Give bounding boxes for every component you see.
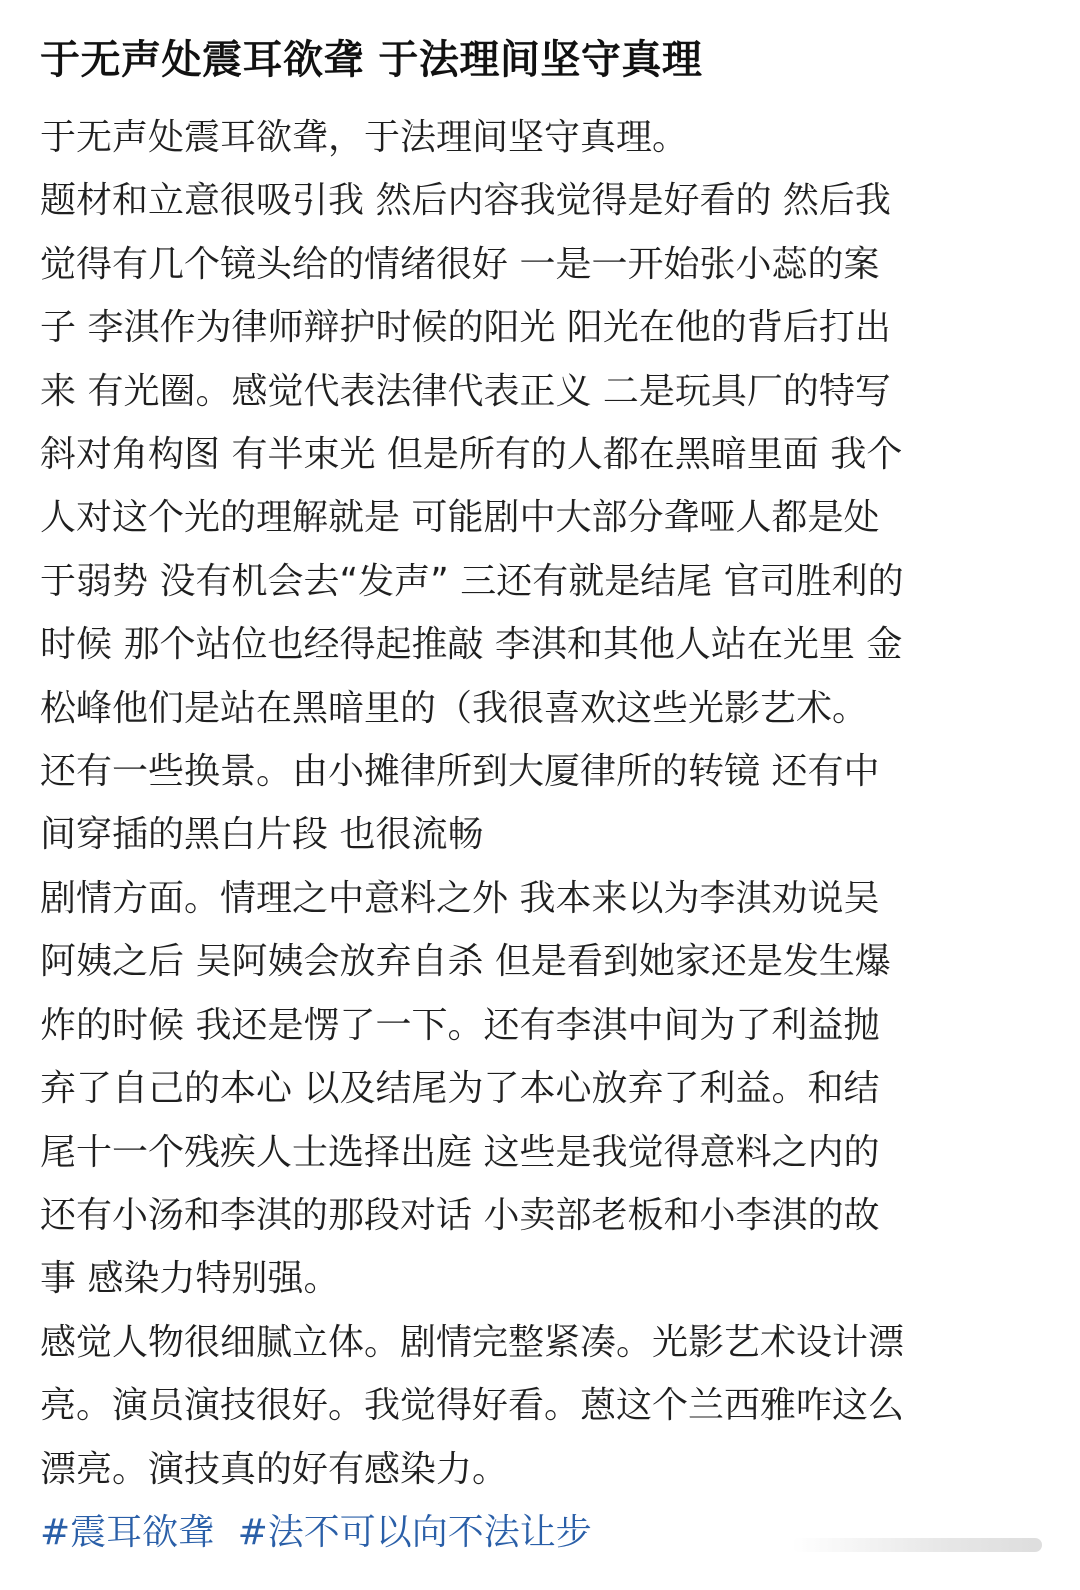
- post-body-line: 题材和立意很吸引我 然后内容我觉得是好看的 然后我: [40, 180, 891, 222]
- post-body-line: 间穿插的黑白片段 也很流畅: [40, 814, 484, 856]
- post-body-line: 于弱势 没有机会去“发声” 三还有就是结尾 官司胜利的: [40, 560, 904, 602]
- post-body-line: 尾十一个残疾人士选择出庭 这些是我觉得意料之内的: [40, 1131, 880, 1173]
- post-body-line: 时候 那个站位也经得起推敲 李淇和其他人站在光里 金: [40, 624, 903, 666]
- post-body-line: 松峰他们是站在黑暗里的（我很喜欢这些光影艺术。: [40, 687, 869, 729]
- post-body-line: 还有一些换景。由小摊律所到大厦律所的转镜 还有中: [40, 751, 880, 793]
- post-body-line: 于无声处震耳欲聋，于法理间坚守真理。: [40, 117, 689, 158]
- post-body-line: 事 感染力特别强。: [40, 1258, 340, 1300]
- post-body-line: 亮。演员演技很好。我觉得好看。蒽这个兰西雅咋这么: [40, 1385, 905, 1427]
- post-body-line: 感觉人物很细腻立体。剧情完整紧凑。光影艺术设计漂: [40, 1321, 905, 1363]
- post-body: [40, 106, 1050, 1564]
- post-body-line: 子 李淇作为律师辩护时候的阳光 阳光在他的背后打出: [40, 307, 891, 349]
- post-body-line: 斜对角构图 有半束光 但是所有的人都在黑暗里面 我个: [40, 434, 903, 476]
- hashtag-link[interactable]: #震耳欲聋: [40, 1511, 215, 1553]
- hashtag-link[interactable]: #法不可以向不法让步: [237, 1511, 592, 1553]
- post-container: [40, 0, 1050, 1564]
- post-body-line: 炸的时候 我还是愣了一下。还有李淇中间为了利益抛: [40, 1004, 880, 1046]
- post-body-line: 人对这个光的理解就是 可能剧中大部分聋哑人都是处: [40, 497, 880, 539]
- hashtag-row: [40, 1501, 1050, 1564]
- post-body-line: 还有小汤和李淇的那段对话 小卖部老板和小李淇的故: [40, 1194, 880, 1236]
- post-body-line: 弃了自己的本心 以及结尾为了本心放弃了利益。和结: [40, 1068, 880, 1110]
- post-body-line: 阿姨之后 吴阿姨会放弃自杀 但是看到她家还是发生爆: [40, 941, 891, 983]
- post-body-line: 来 有光圈。感觉代表法律代表正义 二是玩具厂的特写: [40, 370, 891, 412]
- post-body-line: 觉得有几个镜头给的情绪很好 一是一开始张小蕊的案: [40, 243, 880, 285]
- post-title: 于无声处震耳欲聋 于法理间坚守真理: [40, 37, 703, 83]
- post-body-line: 漂亮。演技真的好有感染力。: [40, 1448, 509, 1490]
- post-body-line: 剧情方面。情理之中意料之外 我本来以为李淇劝说吴: [40, 877, 880, 919]
- watermark-bar: [792, 1538, 1042, 1552]
